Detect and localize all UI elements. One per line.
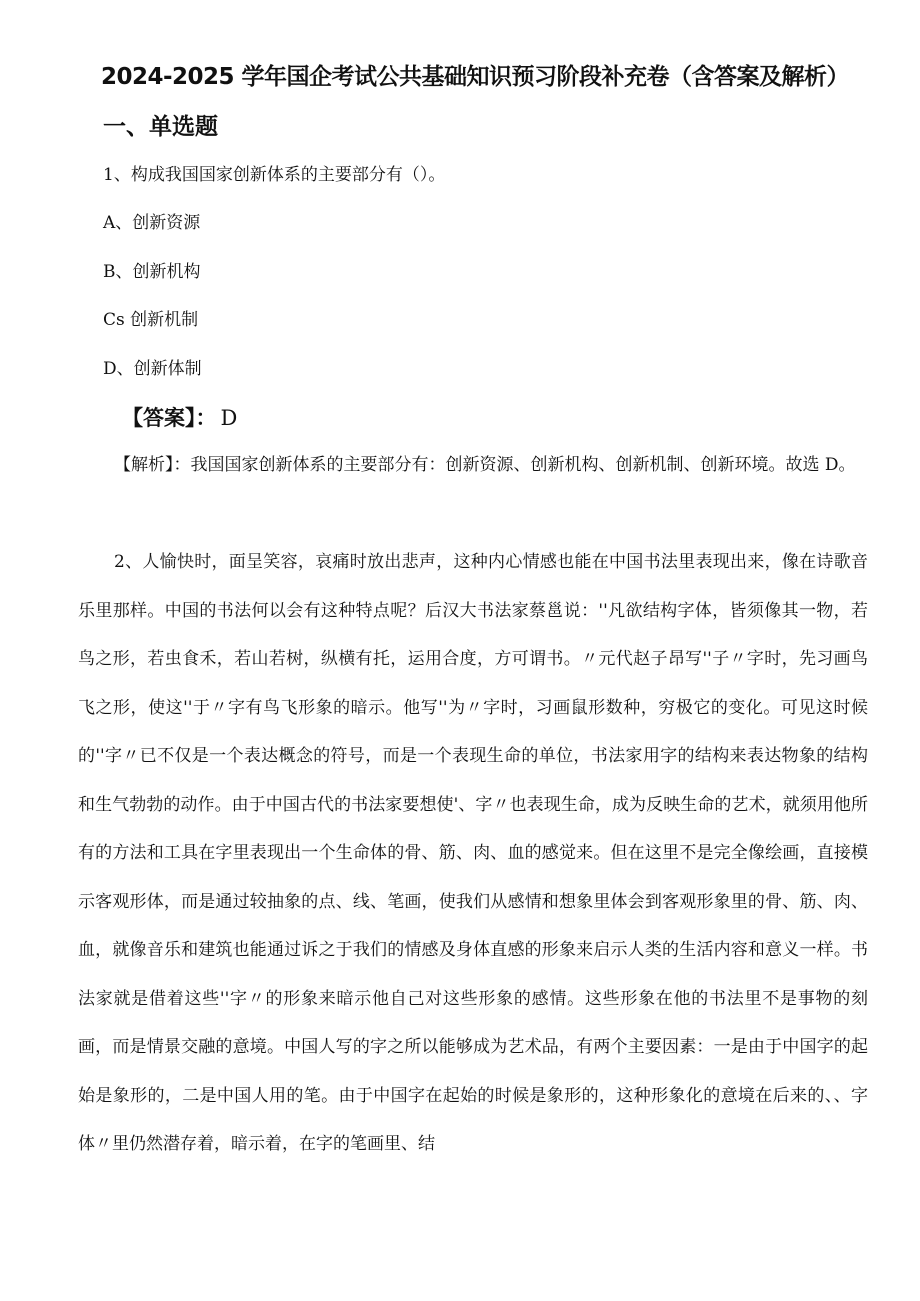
question-1-option-d: D、创新体制 <box>103 359 202 379</box>
question-1-stem: 1、构成我国国家创新体系的主要部分有（）。 <box>103 165 446 185</box>
question-1-option-c: Cs 创新机制 <box>103 310 199 330</box>
answer-value: D <box>220 406 238 430</box>
question-2-stem: 2、人愉快时，面呈笑容，哀痛时放出悲声，这种内心情感也能在中国书法里表现出来，像在诗歌音乐里那样。中国的书法何以会有这种特点呢？后汉大书法家蔡邕说：''凡欲结构字体，皆须像其一物，若鸟之形，若虫食禾，若山若树，纵横有托，运用合度，方可谓书。〃元代赵子昂写''子〃字时，先习画鸟飞之形，使这''于〃字有鸟飞形象的暗示。他写''为〃字时，习画鼠形数种，穷极它的变化。可见这时候的''字〃已不仅是一个表达概念的符号，而是一个表现生命的单位，书法家用字的结构来表达物象的结构和生气勃勃的动作。由于中国古代的书法家要想使'、字〃也表现生命，成为反映生命的艺术，就须用他所有的方法和工具在字里表现出一个生命体的骨、筋、肉、血的感觉来。但在这里不是完全像绘画，直接模示客观形体，而是通过较抽象的点、线、笔画，使我们从感情和想象里体会到客观形象里的骨、筋、肉、血，就像音乐和建筑也能通过诉之于我们的情感及身体直感的形象来启示人类的生活内容和意义一样。书法家就是借着这些''字〃的形象来暗示他自己对这些形象的感情。这些形象在他的书法里不是事物的刻画，而是情景交融的意境。中国人写的字之所以能够成为艺术品，有两个主要因素：一是由于中国字的起始是象形的，二是中国人用的笔。由于中国字在起始的时候是象形的，这种形象化的意境在后来的、、字体〃里仍然潜存着，暗示着，在字的笔画里、结 <box>78 552 868 1154</box>
question-1-option-a: A、创新资源 <box>103 213 201 233</box>
question-1-option-b: B、创新机构 <box>103 262 201 282</box>
section-heading: 一、单选题 <box>103 114 218 140</box>
answer-label: 【答案】： <box>122 406 217 430</box>
explanation-text: 我国国家创新体系的主要部分有：创新资源、创新机构、创新机制、创新环境。故选 D。 <box>190 455 856 475</box>
question-1-explanation <box>78 441 868 490</box>
question-1-answer <box>122 402 237 432</box>
document-title: 2024-2025 学年国企考试公共基础知识预习阶段补充卷（含答案及解析） <box>100 64 850 90</box>
explanation-label: 【解析】： <box>114 455 191 475</box>
